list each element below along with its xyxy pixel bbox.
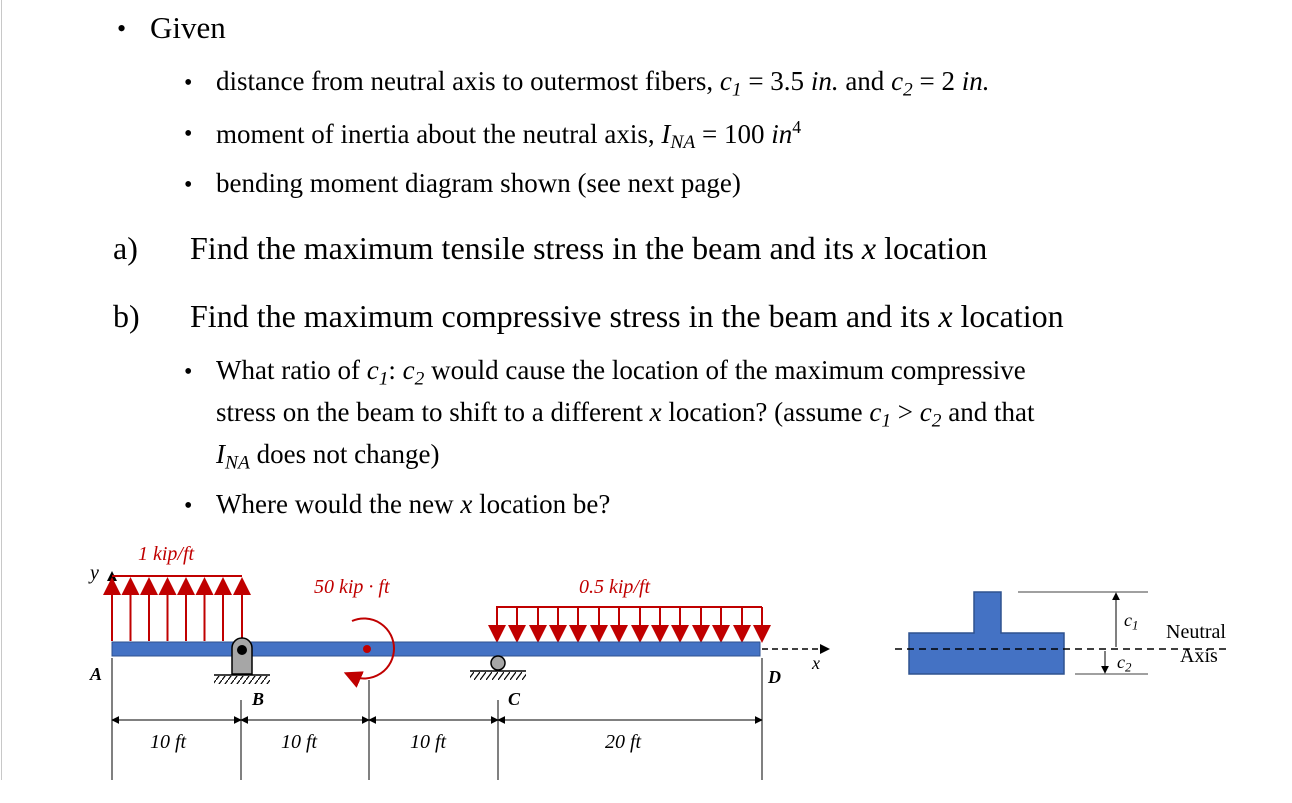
given-item-moment-diagram: bending moment diagram shown (see next page): [216, 168, 741, 198]
section-c1-label: $c_1$: [1124, 610, 1139, 633]
followup-q1-line2: stress on the beam to shift to a different x location? (assume $c_1 > c_2$ and that: [216, 397, 1035, 432]
dimension-1-label: 10 ft: [150, 731, 187, 753]
point-d-label: D: [768, 667, 781, 687]
support-roller-c: [470, 656, 526, 680]
bullet: •: [184, 172, 193, 198]
x-axis-label: x: [812, 653, 820, 673]
bullet: •: [184, 70, 193, 96]
part-a-question: Find the maximum tensile stress in the beam and its x location: [190, 230, 988, 266]
section-c2-label: $c_2$: [1117, 652, 1132, 675]
distributed-load-2: [496, 607, 762, 634]
followup-q2: Where would the new x location be?: [216, 489, 611, 519]
load-2-label: 0.5 kip/ft: [579, 576, 651, 598]
load-1-label: 1 kip/ft: [138, 543, 195, 565]
given-heading: Given: [150, 10, 226, 45]
y-axis-label: y: [90, 562, 99, 584]
given-item-distances: distance from neutral axis to outermost fibers, $c_1 = 3.5$ in. and $c_2 = 2$ in.: [216, 66, 990, 101]
part-a-label: a): [113, 230, 138, 266]
dimension-4-label: 20 ft: [605, 731, 642, 753]
part-b-question: Find the maximum compressive stress in the beam and its x location: [190, 298, 1064, 334]
point-a-label: A: [90, 664, 103, 684]
bullet: •: [184, 493, 193, 519]
dimension-2-label: 10 ft: [281, 731, 318, 753]
bullet: •: [184, 359, 193, 385]
neutral-axis-label-line2: Axis: [1180, 645, 1218, 667]
neutral-axis-label-line1: Neutral: [1166, 621, 1226, 643]
x-axis-arrowhead: [820, 644, 830, 654]
dimension-3-label: 10 ft: [410, 731, 447, 753]
cross-section: [909, 592, 1064, 674]
distributed-load-1: [112, 576, 242, 641]
point-b-label: B: [252, 689, 265, 709]
followup-q1-line1: What ratio of $c_1$: $c_2$ would cause the location of the maximum compressive: [216, 355, 1026, 390]
dimension-lines: [112, 658, 762, 780]
bullet: •: [184, 121, 193, 147]
followup-q1-line3: $I_{NA}$ does not change): [216, 439, 440, 474]
moment-label: 50 kip · ft: [314, 576, 390, 598]
given-item-inertia: moment of inertia about the neutral axis, $I_{NA} = 100$ $in^4$: [216, 117, 802, 154]
part-b-label: b): [113, 298, 140, 334]
point-c-label: C: [508, 689, 521, 709]
beam: [112, 642, 760, 656]
bullet: •: [117, 14, 127, 43]
